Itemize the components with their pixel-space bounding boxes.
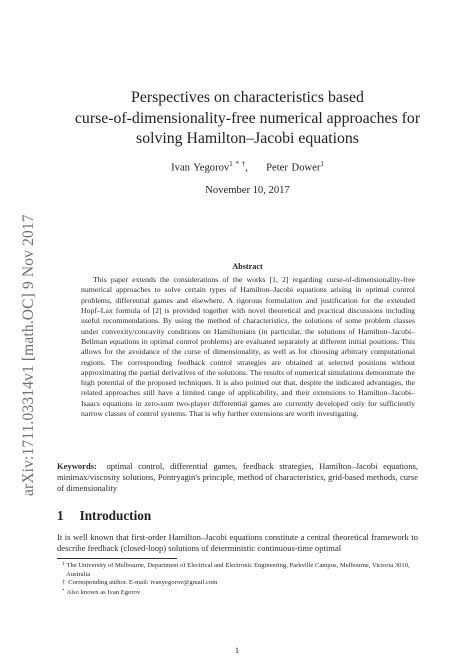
keywords-text: optimal control, differential games, feedback strategies, Hamilton–Jacobi equations, minimax/viscosity solutions, Pontryagin's principle, method of characteristics, grid-based methods, curse of dimensionality xyxy=(57,461,418,494)
footnote-divider xyxy=(57,558,177,559)
title-line: curse-of-dimensionality-free numerical approaches for xyxy=(74,109,421,127)
title-line: solving Hamilton–Jacobi equations xyxy=(136,130,359,147)
author-name: Ivan Yegorov xyxy=(171,162,230,174)
section-heading xyxy=(57,508,151,524)
author-list xyxy=(70,160,425,174)
footnote xyxy=(57,588,418,598)
paper-date: November 10, 2017 xyxy=(205,185,290,196)
paper-title xyxy=(70,88,425,150)
author-name: Peter Dower xyxy=(266,162,321,174)
introduction-text: It is well known that first-order Hamilton–Jacobi equations constitute a central theoretical framework to describe feedback (closed-loop) solutions of deterministic continuous-time optimal xyxy=(57,532,418,554)
footnote-text: Corresponding author. E-mail: ivanyegorov@gmail.com xyxy=(68,579,218,587)
footnote xyxy=(57,579,418,588)
section-number: 1 xyxy=(57,508,64,523)
page-number: 1 xyxy=(234,645,240,655)
footnote-mark: * xyxy=(62,588,65,594)
footnote-mark: † xyxy=(62,579,66,587)
abstract-heading: Abstract xyxy=(232,262,263,271)
section-title: Introduction xyxy=(79,508,152,523)
author-separator: , xyxy=(245,162,248,174)
footnote-mark: 1 xyxy=(62,562,65,567)
arxiv-identifier[interactable]: arXiv:1711.03314v1 [math.OC] 9 Nov 2017 xyxy=(20,214,37,496)
author-affiliation-mark: 1 xyxy=(320,160,324,168)
footnotes xyxy=(57,561,418,597)
title-line: Perspectives on characteristics based xyxy=(131,89,364,106)
abstract-text: This paper extends the considerations of the works [1, 2] regarding curse-of-dimensionality-free numerical approaches to solve certain types of Hamilton–Jacobi equations arising in optimal control problems, differential games and elsewhere. A rigorous formulation and justification for the extended Hopf–Lax formula of [2] is provided together with novel theoretical and practical discussions including useful recommendations. By using the method of characteristics, the solutions of some problem classes under convexity/concavity conditions on Hamiltonians (in particular, the solutions of Hamilton–Jacobi–Bellman equations in optimal control problems) are evaluated separately at different initial positions. This allows for the avoidance of the curse of dimensionality, as well as for choosing arbitrary computational regions. The corresponding feedback control strategies are obtained at selected positions without approximating the partial derivatives of the solutions. The results of numerical simulations demonstrate the high potential of the proposed techniques. It is also pointed out that, despite the indicated advantages, the related approaches still have a limited range of applicability, and their extensions to Hamilton–Jacobi–Isaacs equations in zero-sum two-player differential games are currently developed only for sufficiently narrow classes of control systems. That is why further extensions are worth investigating. xyxy=(81,275,415,419)
footnote-text: The University of Melbourne, Department of Electrical and Electronic Engineering, Parkville Campus, Melbourne, Victoria 3010, Australia xyxy=(66,562,410,578)
footnote xyxy=(57,561,418,579)
keywords-paragraph xyxy=(57,461,418,494)
author-affiliation-mark: 1 * † xyxy=(229,160,246,168)
keywords-label: Keywords: xyxy=(57,461,97,471)
footnote-text: Also known as Ivan Egorov xyxy=(66,588,141,596)
